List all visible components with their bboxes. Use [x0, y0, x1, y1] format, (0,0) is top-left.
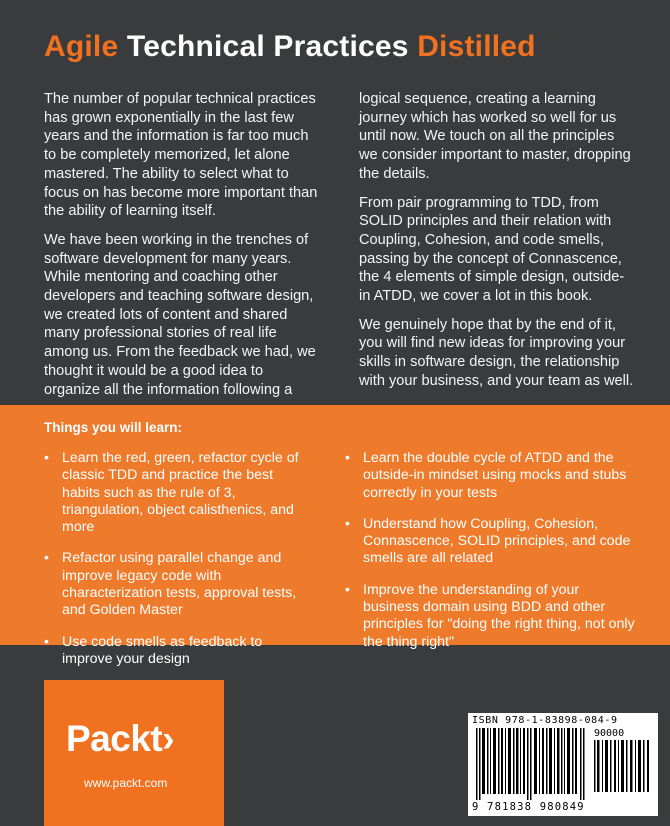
learn-list-item [44, 634, 309, 669]
intro-paragraph: From pair programming to TDD, from SOLID principles and their relation with Coupling, Cohesion, and code smells, passing by the concept of Connascence, the 4 elements of simple design, outside-in ATDD, we cover a lot in this book. [359, 194, 625, 305]
price-code: 90000 [594, 728, 625, 739]
isbn-text: ISBN 978-1-83898-084-9 [472, 715, 618, 726]
title-part-agile: Agile [44, 30, 119, 63]
learn-list-left [44, 450, 309, 682]
intro-paragraph: We genuinely hope that by the end of it, you will find new ideas for improving your skills in software design, the relationship with your business, and your team as well. [359, 316, 634, 389]
learn-list-item [44, 450, 309, 536]
barcode-digits: 9 781838 980849 [472, 801, 585, 813]
addon-barcode-icon [594, 740, 650, 792]
learn-list-item [44, 550, 309, 619]
bullet-icon: • [44, 550, 49, 567]
bullet-icon: • [345, 581, 350, 598]
learn-item-text: Learn the red, green, refactor cycle of classic TDD and practice the best habits such as the rule of 3, triangulation, object calisthenics, and more [62, 450, 299, 536]
learn-item-text: Use code smells as feedback to improve your design [62, 633, 263, 667]
bullet-icon: • [345, 450, 350, 466]
barcode-box [468, 713, 658, 816]
learn-list-item [345, 450, 635, 502]
packt-logo: Packt› [66, 718, 175, 759]
book-title [44, 30, 536, 64]
learn-list-item [345, 516, 635, 568]
learn-item-text: Understand how Coupling, Cohesion, Connascence, SOLID principles, and code smells are all related [363, 515, 631, 567]
learn-list-item [345, 582, 635, 651]
intro-text [44, 90, 634, 400]
title-part-distilled: Distilled [417, 30, 536, 63]
bullet-icon: • [44, 633, 49, 650]
bullet-icon: • [345, 515, 350, 532]
intro-paragraph: We have been working in the trenches of software development for many years. While mentoring and coaching other developers and teaching software design, we created lots of content and shared many professional stories of real life among us. From the feedback we had, we thought it would be a good idea to organize all the information following a logical sequence, creating a learning journey which has worked so well for us until now. We touch on all the principles we consider important to master, dropping the details. [44, 91, 631, 398]
learn-list-right [345, 450, 635, 665]
learn-item-text: Improve the understanding of your business domain using BDD and other principles for "doing the right thing, not only the thing right" [363, 581, 635, 650]
publisher-logo-box [44, 680, 224, 826]
intro-paragraph: The number of popular technical practices has grown exponentially in the last few years and the information is far too much to be completely memorized, let alone mastered. The ability to select what to focus on has become more important than the ability of learning itself. [44, 91, 318, 220]
learn-item-text: Learn the double cycle of ATDD and the outside-in mindset using mocks and stubs correctly in your tests [363, 450, 627, 501]
learn-heading: Things you will learn: [44, 420, 183, 435]
ean-barcode-icon [476, 728, 588, 800]
publisher-url: www.packt.com [84, 776, 168, 790]
bullet-icon: • [44, 450, 49, 466]
title-part-technical-practices: Technical Practices [126, 30, 409, 63]
learn-item-text: Refactor using parallel change and improve legacy code with characterization tests, approval tests, and Golden Master [62, 550, 297, 619]
